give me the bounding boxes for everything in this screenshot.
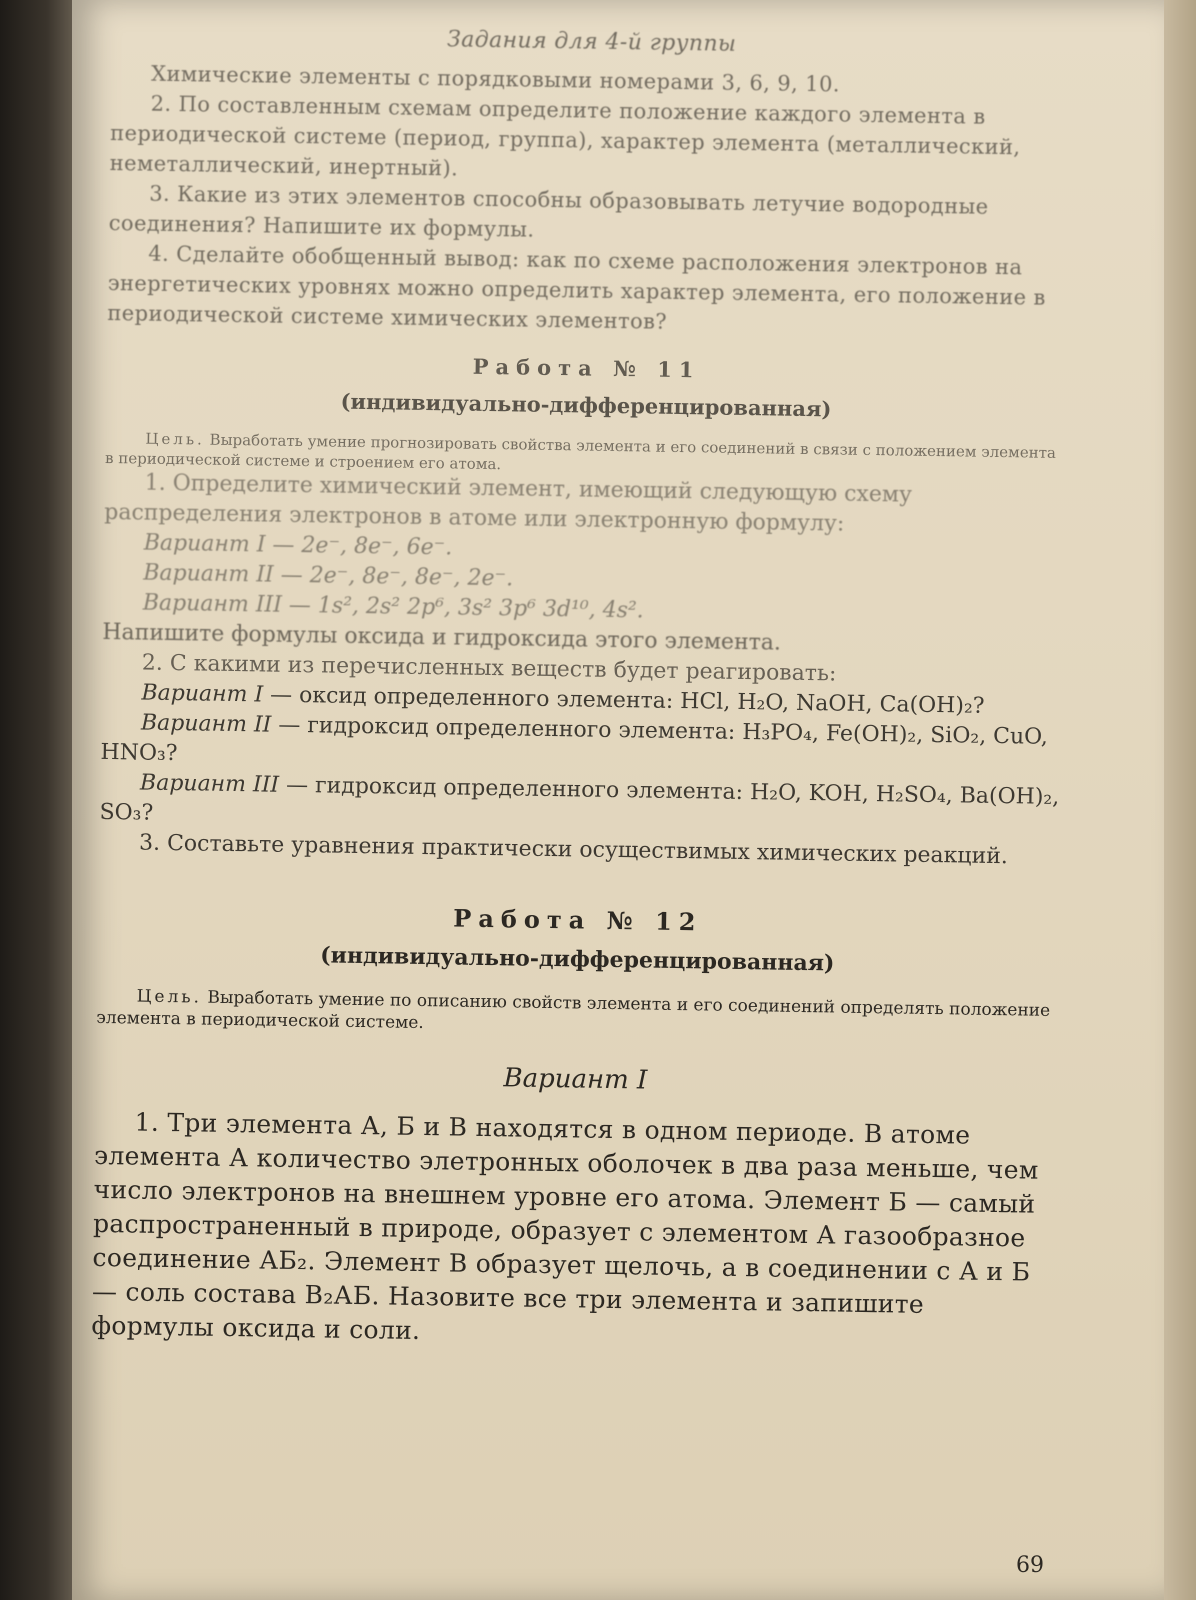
variant3-text: — гидроксид определенного элемента: H₂O, KOH, H₂SO₄, Ba(OH)₂, SO₃?	[99, 772, 1060, 826]
variant2-label: Вариант II	[140, 710, 272, 738]
work12-task1: 1. Три элемента А, Б и В находятся в одном периоде. В атоме элемента А количество элетронных оболочек в два раза меньше, чем число электронов на внешнем уровне его атома. Элемент Б — самый распространенный в природе, образует с элементом А газообразное соединение АБ₂. Элемент В образует щелочь, а в соединении с А и Б — соль состава В₂АБ. Назовите все три элемента и запишите формулы оксида и соли.	[91, 1107, 1039, 1346]
page-number: 69	[1016, 1553, 1044, 1578]
work11-title: Работа № 11	[472, 353, 701, 383]
page-content	[91, 20, 1072, 1358]
work11-task2: 2. С какими из перечисленных веществ будет реагировать:	[141, 650, 837, 687]
work11-subtitle: (индивидуально-дифференцированная)	[340, 388, 832, 422]
work12-goal-label: Цель.	[136, 986, 203, 1008]
work11-task3: 3. Составьте уравнения практически осуществимых химических реакций.	[138, 830, 1009, 870]
top-line-2: 2. По составленным схемам определите положение каждого элемента в периодической системе (период, группа), характер элемента (металлический, неметаллический, инертный).	[109, 91, 1021, 181]
top-line-3: 3. Какие из этих элементов способны образовывать летучие водородные соединения? Напишите их формулы.	[108, 181, 989, 242]
work11-tasks	[99, 468, 1065, 873]
top-faded-section	[107, 20, 1072, 343]
book-page	[72, 0, 1164, 1600]
top-line-1: Химические элементы с порядковыми номерами 3, 6, 9, 10.	[150, 61, 841, 97]
book-spine-shadow	[0, 0, 78, 1600]
variant1-label: Вариант I	[141, 680, 264, 708]
work12-subtitle: (индивидуально-дифференцированная)	[320, 942, 835, 977]
work12-variant-heading: Вариант I	[503, 1063, 648, 1096]
work11-goal-label: Цель.	[145, 429, 205, 449]
work11-goal-text: Выработать умение прогнозировать свойства элемента и его соединений в связи с положением элемента в периодической системе и строением его атома.	[104, 430, 1057, 474]
top-line-4: 4. Сделайте обобщенный вывод: как по схеме расположения электронов на энергетических уровнях можно определить характер элемента, его положение в периодической системе химических элементов?	[107, 241, 1046, 334]
work11-task1-variant1: Вариант I — 2e⁻, 8e⁻, 6e⁻.	[143, 530, 453, 561]
work11-task1-after: Напишите формулы оксида и гидроксида этого элемента.	[102, 619, 782, 656]
variant2-text: — гидроксид определенного элемента: H₃PO₄, Fe(OH)₂, SiO₂, CuO, HNO₃?	[100, 712, 1049, 767]
work12-goal	[96, 985, 1057, 1044]
work12-title: Работа № 12	[453, 903, 703, 937]
variant3-label: Вариант III	[139, 770, 280, 798]
work11-task1-variant3: Вариант III — 1s², 2s² 2p⁶, 3s² 3p⁶ 3d¹⁰, 4s².	[142, 590, 644, 624]
work11-task1: 1. Определите химический элемент, имеющий следующую схему распределения электронов в атоме или электронную формулу:	[104, 470, 913, 537]
work12-goal-text: Выработать умение по описанию свойств элемента и его соединений определять положение элемента в периодической системе.	[96, 987, 1051, 1034]
work11-task1-variant2: Вариант II — 2e⁻, 8e⁻, 8e⁻, 2e⁻.	[143, 560, 514, 592]
variant1-text: — оксид определенного элемента: HCl, H₂O, NaOH, Ca(OH)₂?	[262, 682, 985, 719]
group-task-heading: Задания для 4-й группы	[446, 27, 737, 57]
